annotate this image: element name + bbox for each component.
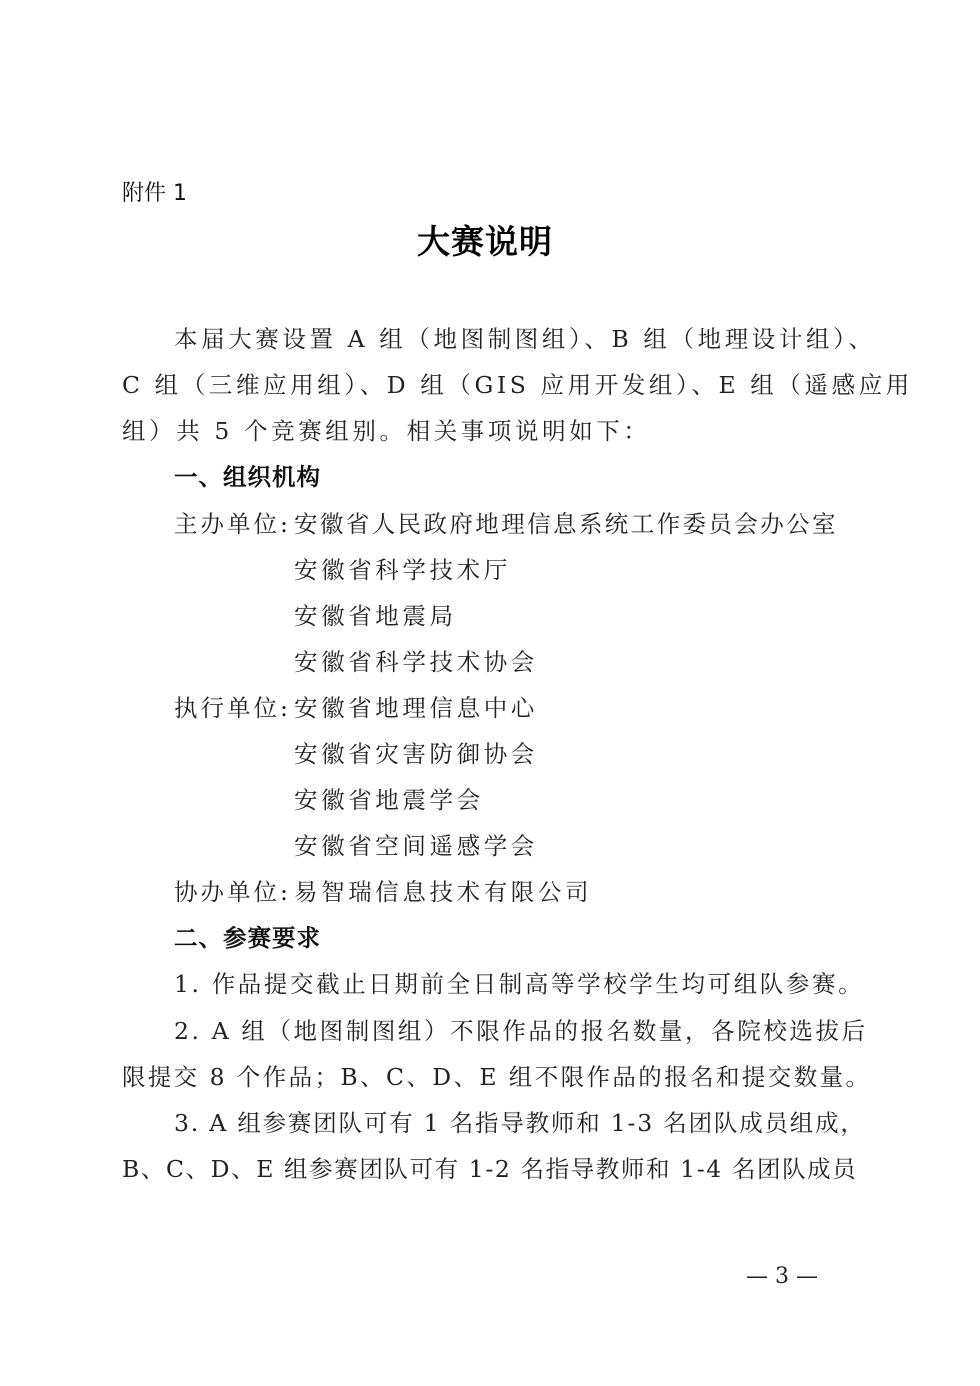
requirement-line-5: B、C、D、E 组参赛团队可有 1-2 名指导教师和 1-4 名团队成员 <box>122 1155 858 1183</box>
executor-unit-3: 安徽省地震学会 <box>294 786 484 814</box>
intro-line-1: 本届大赛设置 A 组（地图制图组）、B 组（地理设计组）、 <box>174 325 876 353</box>
host-unit-1: 安徽省人民政府地理信息系统工作委员会办公室 <box>294 510 838 538</box>
executor-unit-2: 安徽省灾害防御协会 <box>294 740 538 768</box>
co-organizer-unit-1: 易智瑞信息技术有限公司 <box>294 878 593 906</box>
executor-unit-4: 安徽省空间遥感学会 <box>294 832 538 860</box>
intro-line-2: C 组（三维应用组）、D 组（GIS 应用开发组）、E 组（遥感应用 <box>122 371 913 399</box>
section-heading-requirements: 二、参赛要求 <box>174 924 321 952</box>
executor-unit-1: 安徽省地理信息中心 <box>294 694 538 722</box>
host-label: 主办单位: <box>174 510 291 538</box>
requirement-line-2: 2. A 组（地图制图组）不限作品的报名数量，各院校选拔后 <box>174 1017 868 1045</box>
section-heading-organization: 一、组织机构 <box>174 463 321 491</box>
attachment-label: 附件 1 <box>122 181 187 206</box>
document-title: 大赛说明 <box>417 222 553 261</box>
executor-label: 执行单位: <box>174 694 291 722</box>
host-unit-4: 安徽省科学技术协会 <box>294 648 538 676</box>
co-organizer-label: 协办单位: <box>174 878 291 906</box>
host-unit-2: 安徽省科学技术厅 <box>294 556 511 584</box>
page-number: — 3 — <box>746 1264 818 1289</box>
requirement-line-4: 3. A 组参赛团队可有 1 名指导教师和 1-3 名团队成员组成， <box>174 1109 866 1137</box>
requirement-line-1: 1. 作品提交截止日期前全日制高等学校学生均可组队参赛。 <box>174 970 865 998</box>
host-unit-3: 安徽省地震局 <box>294 602 457 630</box>
intro-line-3: 组）共 5 个竞赛组别。相关事项说明如下： <box>122 417 651 445</box>
requirement-line-3: 限提交 8 个作品；B、C、D、E 组不限作品的报名和提交数量。 <box>122 1063 872 1091</box>
